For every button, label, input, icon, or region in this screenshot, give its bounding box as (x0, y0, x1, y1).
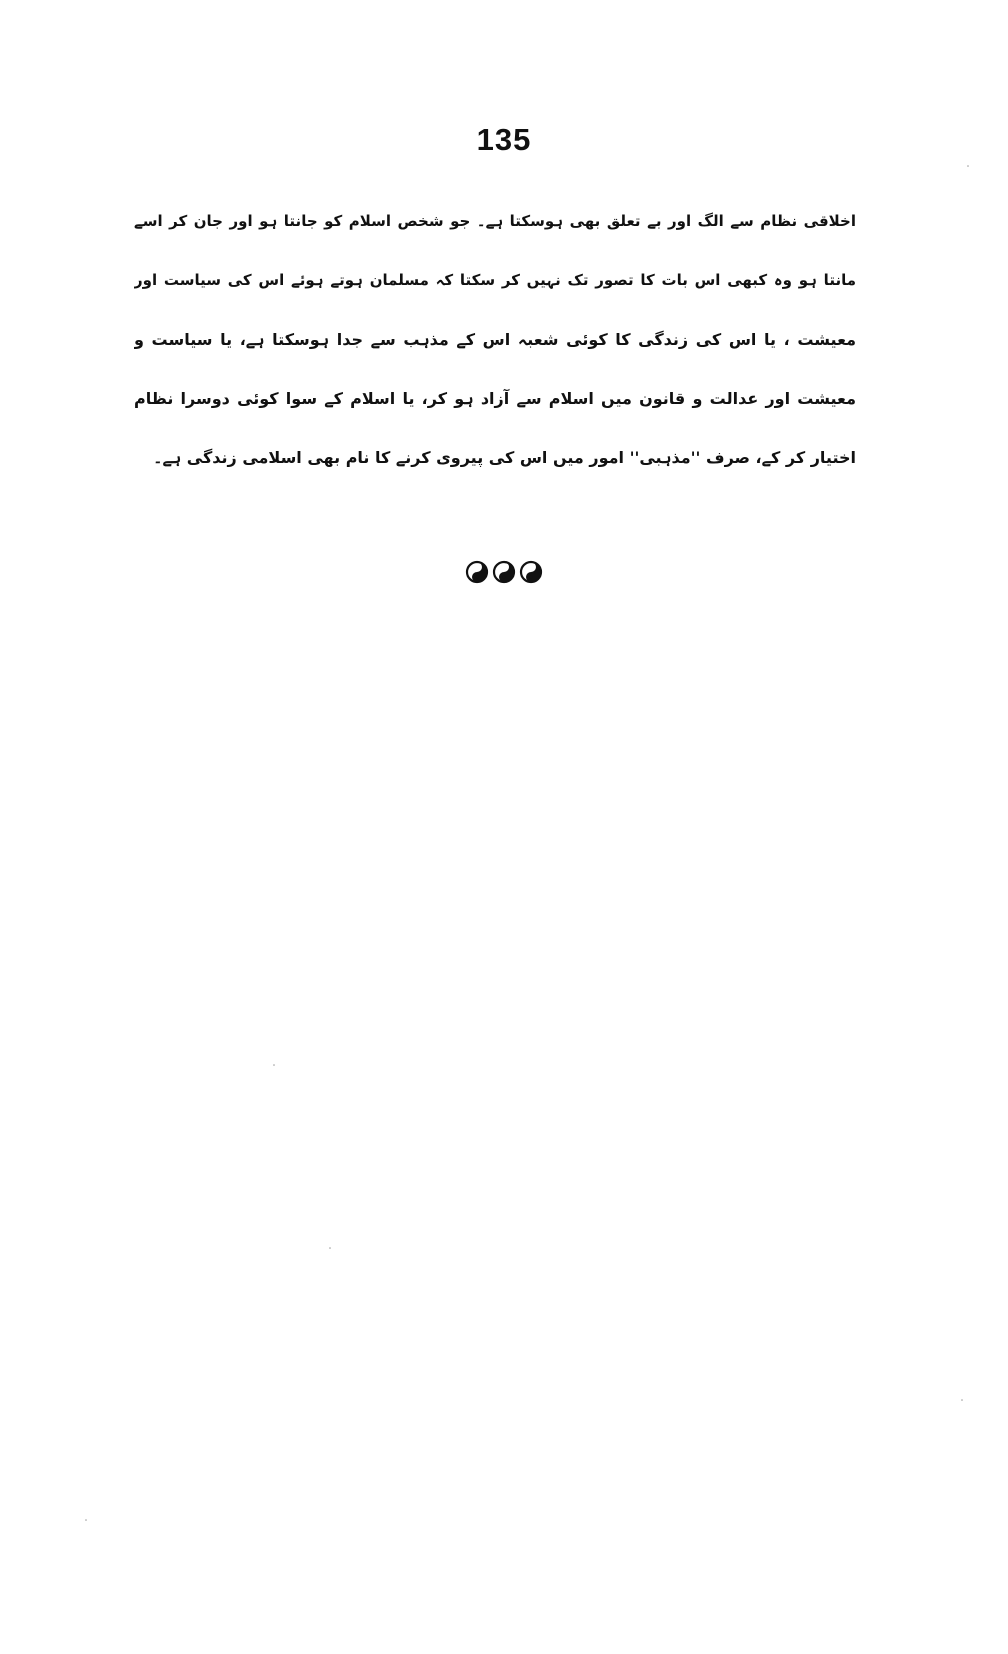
text-line: اخلاقی نظام سے الگ اور بے تعلق بھی ہوسکتا ہے۔ جو شخص اسلام کو جانتا ہو اور جان کر اسے (134, 212, 856, 230)
body-text (134, 192, 856, 487)
text-line: معیشت اور عدالت و قانون میں اسلام سے آزاد ہو کر، یا اسلام کے سوا کوئی دوسرا نظام (134, 389, 856, 408)
text-line: مانتا ہو وہ کبھی اس بات کا تصور تک نہیں کر سکتا کہ مسلمان ہوتے ہوئے اس کی سیاست اور (134, 271, 856, 289)
text-line: معیشت ، یا اس کی زندگی کا کوئی شعبہ اس کے مذہب سے جدا ہوسکتا ہے، یا سیاست و (134, 330, 856, 349)
yin-yang-icon (519, 560, 543, 584)
text-line: اختیار کر کے، صرف ''مذہبی'' امور میں اس کی پیروی کرنے کا نام بھی اسلامی زندگی ہے۔ (153, 448, 856, 467)
section-end-ornament (0, 560, 1008, 584)
yin-yang-icon (492, 560, 516, 584)
yin-yang-icon (465, 560, 489, 584)
page-number: 135 (476, 122, 532, 157)
